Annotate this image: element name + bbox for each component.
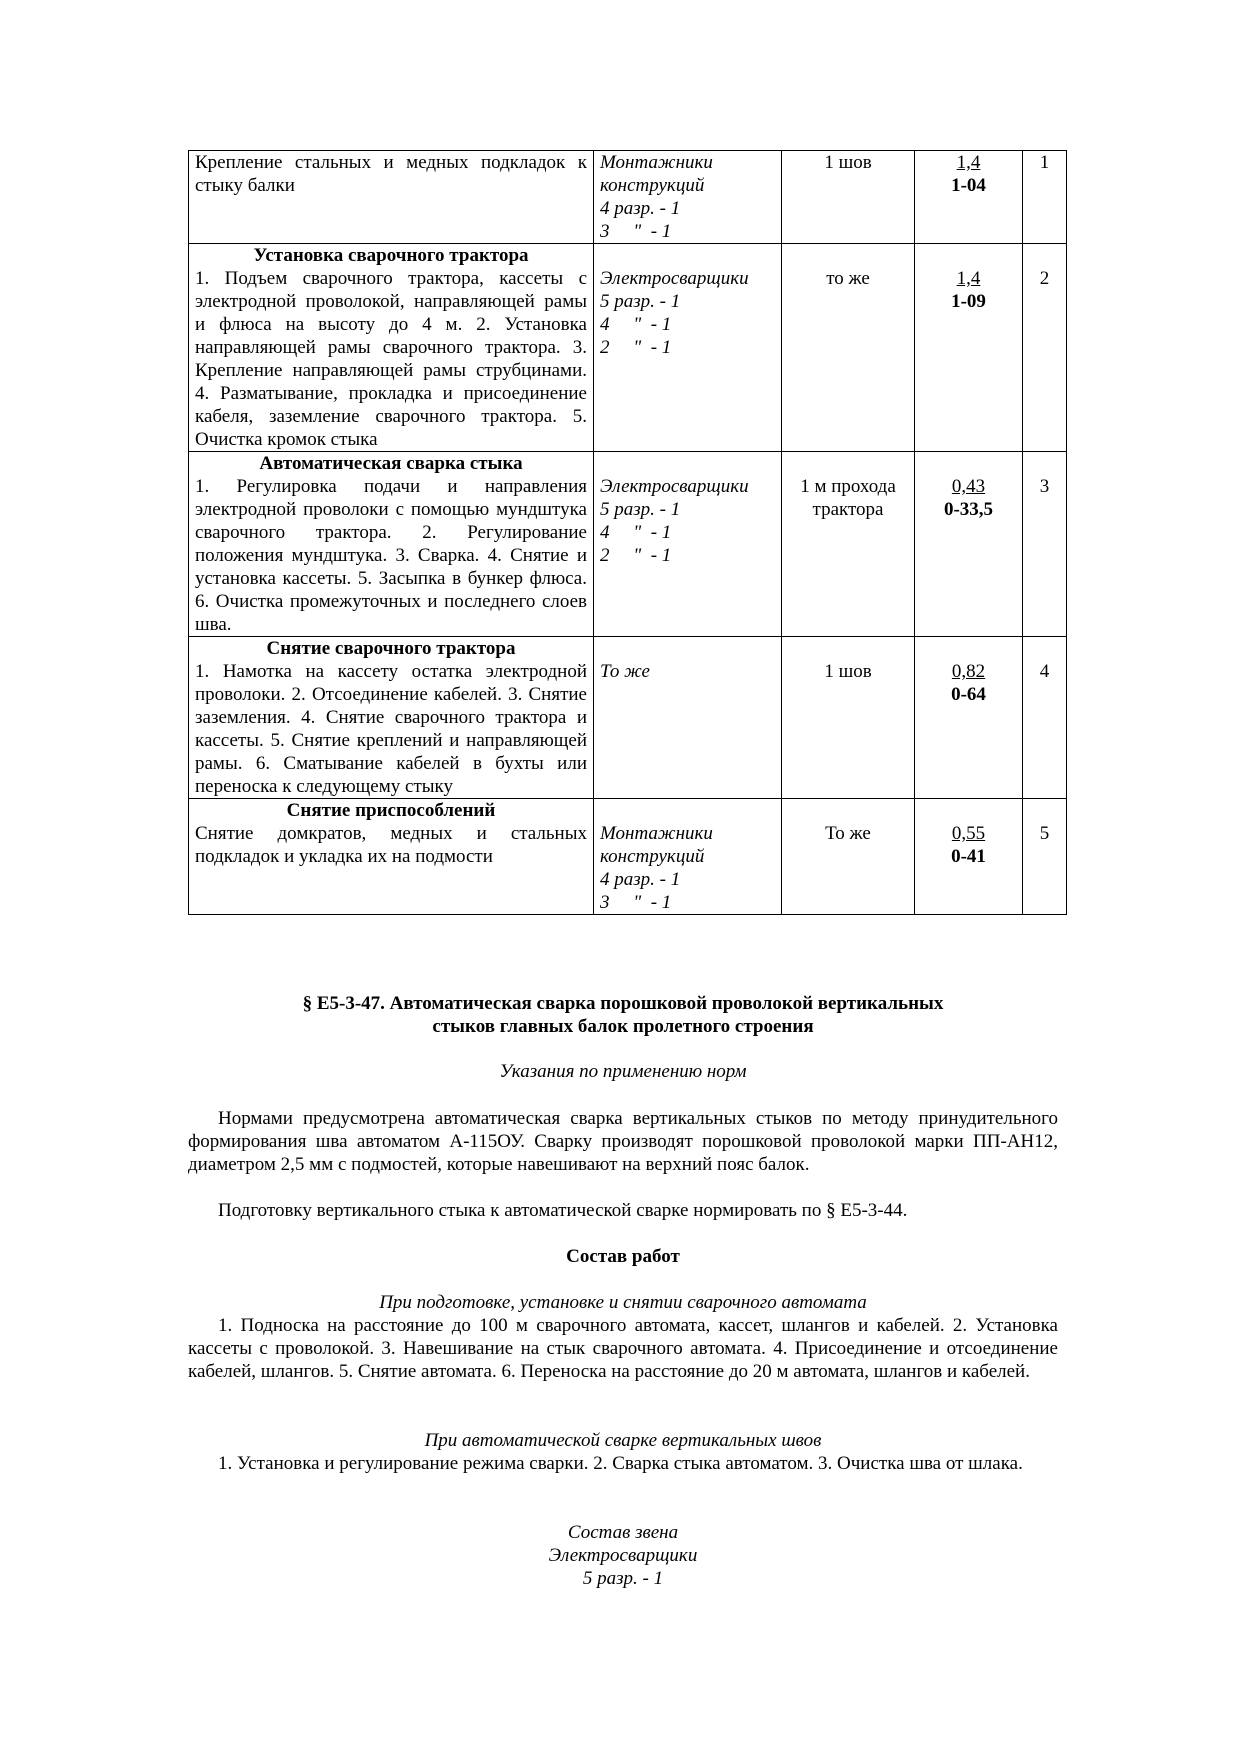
paragraph-norms-scope: Нормами предусмотрена автоматическая сварка вертикальных стыков по методу принудительного формирования шва автоматом А-115ОУ. Сварку производят порошковой проволокой марки ПП-АН12, диаметром 2,5 мм с подмостей, которые навешивают на верхний пояс балок. bbox=[188, 1108, 1058, 1175]
norm-time: 0,82 bbox=[951, 661, 986, 682]
work-description-cell bbox=[189, 452, 594, 637]
price: 0-33,5 bbox=[943, 499, 994, 520]
table-row bbox=[189, 244, 1067, 452]
unit-cell bbox=[782, 151, 915, 244]
crew-heading: Состав звена bbox=[567, 1522, 679, 1543]
grade-line: 2 " - 1 bbox=[600, 337, 672, 358]
row-number-cell bbox=[1023, 637, 1067, 799]
table-row bbox=[189, 799, 1067, 915]
unit-cell bbox=[782, 244, 915, 452]
unit-text: То же bbox=[825, 823, 871, 844]
table-row bbox=[189, 151, 1067, 244]
unit-text: 1 шов bbox=[824, 152, 872, 173]
price: 0-64 bbox=[951, 684, 986, 705]
workers-cell bbox=[594, 799, 782, 915]
workers-line: Электросварщики bbox=[600, 268, 749, 289]
row-number: 2 bbox=[1039, 268, 1050, 289]
operation-heading: Снятие приспособлений bbox=[286, 800, 496, 821]
grade-line: 4 разр. - 1 bbox=[600, 869, 681, 890]
operation-heading: Автоматическая сварка стыка bbox=[259, 453, 523, 474]
row-number-cell bbox=[1023, 799, 1067, 915]
workers-line: Монтажники bbox=[600, 823, 713, 844]
workers-cell bbox=[594, 244, 782, 452]
norm-cell bbox=[915, 799, 1023, 915]
unit-text: 1 м прохода трактора bbox=[800, 476, 896, 520]
row-number: 5 bbox=[1039, 823, 1050, 844]
row-number: 1 bbox=[1039, 152, 1050, 173]
price: 0-41 bbox=[951, 846, 986, 867]
row-number: 4 bbox=[1039, 661, 1050, 682]
workers-line: конструкций bbox=[600, 846, 705, 867]
work-description-cell bbox=[189, 244, 594, 452]
workers-line: Монтажники bbox=[600, 152, 713, 173]
section-title-line: стыков главных балок пролетного строения bbox=[432, 1016, 814, 1037]
workers-line: конструкций bbox=[600, 175, 705, 196]
table-row bbox=[189, 452, 1067, 637]
section-title bbox=[188, 992, 1058, 1038]
price: 1-09 bbox=[951, 291, 986, 312]
unit-cell bbox=[782, 799, 915, 915]
row-number: 3 bbox=[1039, 476, 1050, 497]
norm-time: 0,43 bbox=[951, 476, 986, 497]
grade-line: 5 разр. - 1 bbox=[600, 291, 681, 312]
operation-heading: Снятие сварочного трактора bbox=[266, 638, 516, 659]
grade-line: 5 разр. - 1 bbox=[600, 499, 681, 520]
grade-line: 4 разр. - 1 bbox=[600, 198, 681, 219]
work-description: 1. Намотка на кассету остатка электродной проволоки. 2. Отсоединение кабелей. 3. Снятие заземления. 4. Снятие сварочного трактора и кассеты. 5. Снятие креплений и направляющей рамы. 6. Сматывание кабелей в бухты или переноска к следующему стыку bbox=[195, 661, 587, 797]
unit-text: то же bbox=[826, 268, 870, 289]
work-description: Снятие домкратов, медных и стальных подкладок и укладка их на подмости bbox=[195, 823, 587, 867]
paragraph-preparation: Подготовку вертикального стыка к автоматической сварке нормировать по § Е5-3-44. bbox=[218, 1200, 908, 1221]
workers-line: Электросварщики bbox=[600, 476, 749, 497]
paragraph-preparation-steps: 1. Подноска на расстояние до 100 м сварочного автомата, кассет, шлангов и кабелей. 2. Установка кассеты с проволокой. 3. Навешивание на стык сварочного автомата. 4. Присоединение и отсоединение кабелей, шлангов. 5. Снятие автомата. 6. Переноска на расстояние до 20 м автомата, шлангов и кабелей. bbox=[188, 1315, 1058, 1382]
subheading-preparation: При подготовке, установке и снятии сварочного автомата bbox=[379, 1292, 867, 1313]
workers-cell bbox=[594, 151, 782, 244]
norm-cell bbox=[915, 452, 1023, 637]
section-title-line: § Е5-3-47. Автоматическая сварка порошковой проволокой вертикальных bbox=[302, 993, 944, 1014]
unit-cell bbox=[782, 452, 915, 637]
unit-text: 1 шов bbox=[824, 661, 872, 682]
work-composition-heading: Состав работ bbox=[566, 1246, 680, 1267]
work-description: Крепление стальных и медных подкладок к стыку балки bbox=[195, 152, 587, 196]
grade-line: 3 " - 1 bbox=[600, 892, 672, 913]
norm-time: 0,55 bbox=[951, 823, 986, 844]
row-number-cell bbox=[1023, 452, 1067, 637]
work-description-cell bbox=[189, 151, 594, 244]
grade-line: 2 " - 1 bbox=[600, 545, 672, 566]
work-description: 1. Подъем сварочного трактора, кассеты с электродной проволокой, направляющей рамы и флюса на высоту до 4 м. 2. Установка направляющей рамы сварочного трактора. 3. Крепление направляющей рамы струбцинами. 4. Разматывание, прокладка и присоединение кабеля, заземление сварочного трактора. 5. Очистка кромок стыка bbox=[195, 268, 587, 450]
paragraph-welding-steps: 1. Установка и регулирование режима сварки. 2. Сварка стыка автоматом. 3. Очистка шва от шлака. bbox=[218, 1453, 1023, 1474]
row-number-cell bbox=[1023, 244, 1067, 452]
grade-line: 3 " - 1 bbox=[600, 221, 672, 242]
price: 1-04 bbox=[951, 175, 986, 196]
workers-cell bbox=[594, 637, 782, 799]
norm-time: 1,4 bbox=[956, 268, 981, 289]
grade-line: 4 " - 1 bbox=[600, 522, 672, 543]
norm-cell bbox=[915, 244, 1023, 452]
norm-cell bbox=[915, 637, 1023, 799]
grade-line: 4 " - 1 bbox=[600, 314, 672, 335]
workers-cell bbox=[594, 452, 782, 637]
work-description-cell bbox=[189, 799, 594, 915]
crew-grade: 5 разр. - 1 bbox=[582, 1568, 664, 1589]
crew-workers: Электросварщики bbox=[548, 1545, 698, 1566]
work-description: 1. Регулировка подачи и направления электродной проволоки с помощью мундштука сварочного трактора. 2. Регулирование положения мундштука. 3. Сварка. 4. Снятие и установка кассеты. 5. Засыпка в бункер флюса. 6. Очистка промежуточных и последнего слоев шва. bbox=[195, 476, 587, 635]
row-number-cell bbox=[1023, 151, 1067, 244]
guidance-heading: Указания по применению норм bbox=[499, 1061, 747, 1082]
crew-composition bbox=[188, 1521, 1058, 1590]
workers-line: То же bbox=[600, 661, 650, 682]
norm-time: 1,4 bbox=[956, 152, 981, 173]
subheading-welding: При автоматической сварке вертикальных швов bbox=[424, 1430, 822, 1451]
work-description-cell bbox=[189, 637, 594, 799]
unit-cell bbox=[782, 637, 915, 799]
norm-cell bbox=[915, 151, 1023, 244]
table-row bbox=[189, 637, 1067, 799]
norms-table bbox=[188, 150, 1067, 915]
operation-heading: Установка сварочного трактора bbox=[253, 245, 529, 266]
